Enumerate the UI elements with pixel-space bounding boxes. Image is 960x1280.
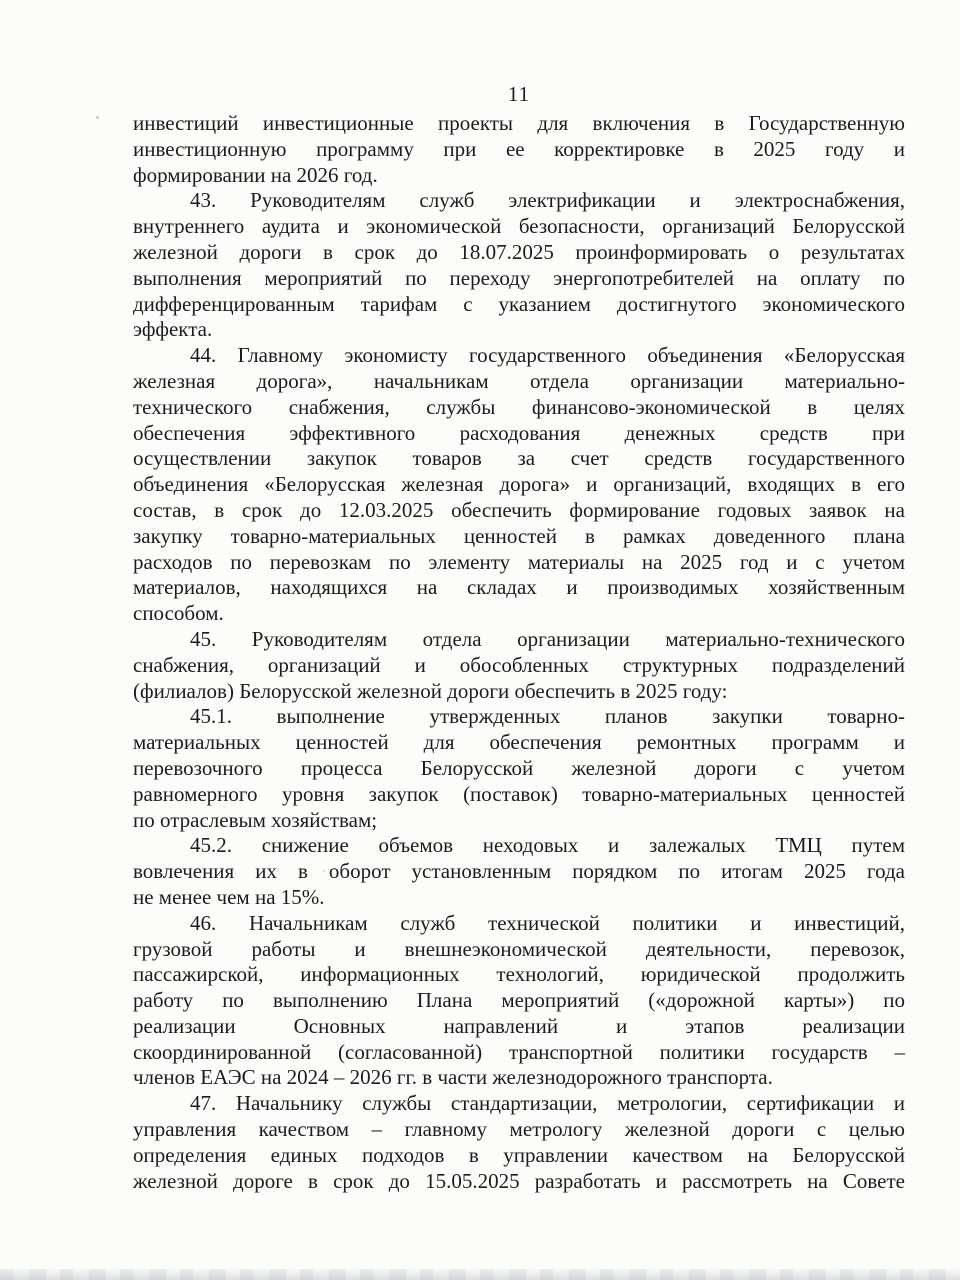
- text-line: технического снабжения, службы финансово-экономической в целях: [133, 394, 905, 419]
- text-line: дифференцированным тарифам с указанием достигнутого экономического: [133, 291, 905, 316]
- text-line: (филиалов) Белорусской железной дороги обеспечить в 2025 году:: [133, 678, 728, 703]
- text-line: перевозочного процесса Белорусской железной дороги с учетом: [133, 755, 905, 780]
- text-line: управления качеством – главному метрологу железной дороги с целью: [133, 1117, 905, 1142]
- text-line: 46. Начальникам служб технической политики и инвестиций,: [190, 910, 905, 935]
- bottom-scan-edge: [0, 1269, 960, 1280]
- text-line: реализации Основных направлений и этапов реализации: [133, 1013, 905, 1038]
- text-line: 44. Главному экономисту государственного объединения «Белорусская: [190, 343, 905, 368]
- text-line: обеспечения эффективного расходования денежных средств при: [133, 420, 905, 445]
- text-line: членов ЕАЭС на 2024 – 2026 гг. в части железнодорожного транспорта.: [133, 1065, 773, 1090]
- paragraph: [133, 704, 905, 833]
- text-line: осуществлении закупок товаров за счет средств государственного: [133, 446, 905, 471]
- text-line: железной дороге в срок до 15.05.2025 разработать и рассмотреть на Совете: [133, 1168, 905, 1193]
- text-line: грузовой работы и внешнеэкономической деятельности, перевозок,: [133, 936, 905, 961]
- text-line: материалов, находящихся на складах и производимых хозяйственным: [133, 575, 905, 600]
- text-line: инвестиционную программу при ее корректировке в 2025 году и: [133, 136, 905, 161]
- text-line: выполнения мероприятий по переходу энергопотребителей на оплату по: [133, 265, 905, 290]
- scan-speckle: [885, 204, 887, 206]
- text-line: равномерного уровня закупок (поставок) товарно-материальных ценностей: [133, 781, 905, 806]
- scan-speckle: [96, 116, 99, 119]
- scan-speckle: [595, 567, 597, 569]
- text-line: работу по выполнению Плана мероприятий («дорожной карты») по: [133, 988, 905, 1013]
- text-line: железной дороги в срок до 18.07.2025 проинформировать о результатах: [133, 239, 905, 264]
- text-line: материальных ценностей для обеспечения ремонтных программ и: [133, 730, 905, 755]
- text-line: 43. Руководителям служб электрификации и электроснабжения,: [190, 188, 905, 213]
- text-line: 47. Начальнику службы стандартизации, метрологии, сертификации и: [190, 1091, 905, 1116]
- text-line: инвестиций инвестиционные проекты для включения в Государственную: [133, 111, 905, 135]
- text-line: объединения «Белорусская железная дорога» и организаций, входящих в его: [133, 472, 905, 497]
- text-line: 45.2. снижение объемов неходовых и залежалых ТМЦ путем: [190, 833, 905, 858]
- paragraph: [133, 911, 905, 1092]
- text-line: определения единых подходов в управлении качеством на Белорусской: [133, 1142, 905, 1167]
- text-line: 45. Руководителям отдела организации материально-технического: [190, 626, 905, 651]
- paragraph: [133, 188, 905, 343]
- text-line: состав, в срок до 12.03.2025 обеспечить формирование годовых заявок на: [133, 497, 905, 522]
- text-line: пассажирской, информационных технологий, юридической продолжить: [133, 962, 905, 987]
- paragraph: [133, 833, 905, 910]
- text-line: снабжения, организаций и обособленных структурных подразделений: [133, 652, 905, 677]
- paragraph: [133, 111, 905, 188]
- scan-speckle: [323, 870, 325, 872]
- text-line: по отраслевым хозяйствам;: [133, 807, 378, 832]
- text-block: [133, 111, 905, 1194]
- text-line: вовлечения их в оборот установленным порядком по итогам 2025 года: [133, 859, 905, 884]
- text-line: скоординированной (согласованной) транспортной политики государств –: [133, 1039, 905, 1064]
- paragraph: [133, 1091, 905, 1194]
- paragraph: [133, 343, 905, 627]
- text-line: 45.1. выполнение утвержденных планов закупки товарно-: [190, 704, 905, 729]
- text-line: железная дорога», начальникам отдела организации материально-: [133, 368, 905, 393]
- text-line: эффекта.: [133, 317, 213, 342]
- paragraph: [133, 627, 905, 704]
- text-line: закупку товарно-материальных ценностей в рамках доведенного плана: [133, 523, 905, 548]
- page-number: 11: [507, 82, 531, 106]
- text-line: способом.: [133, 601, 224, 626]
- text-line: расходов по перевозкам по элементу материалы на 2025 год и с учетом: [133, 549, 905, 574]
- text-line: формировании на 2026 год.: [133, 162, 378, 187]
- text-line: внутреннего аудита и экономической безопасности, организаций Белорусской: [133, 214, 905, 239]
- text-line: не менее чем на 15%.: [133, 884, 325, 909]
